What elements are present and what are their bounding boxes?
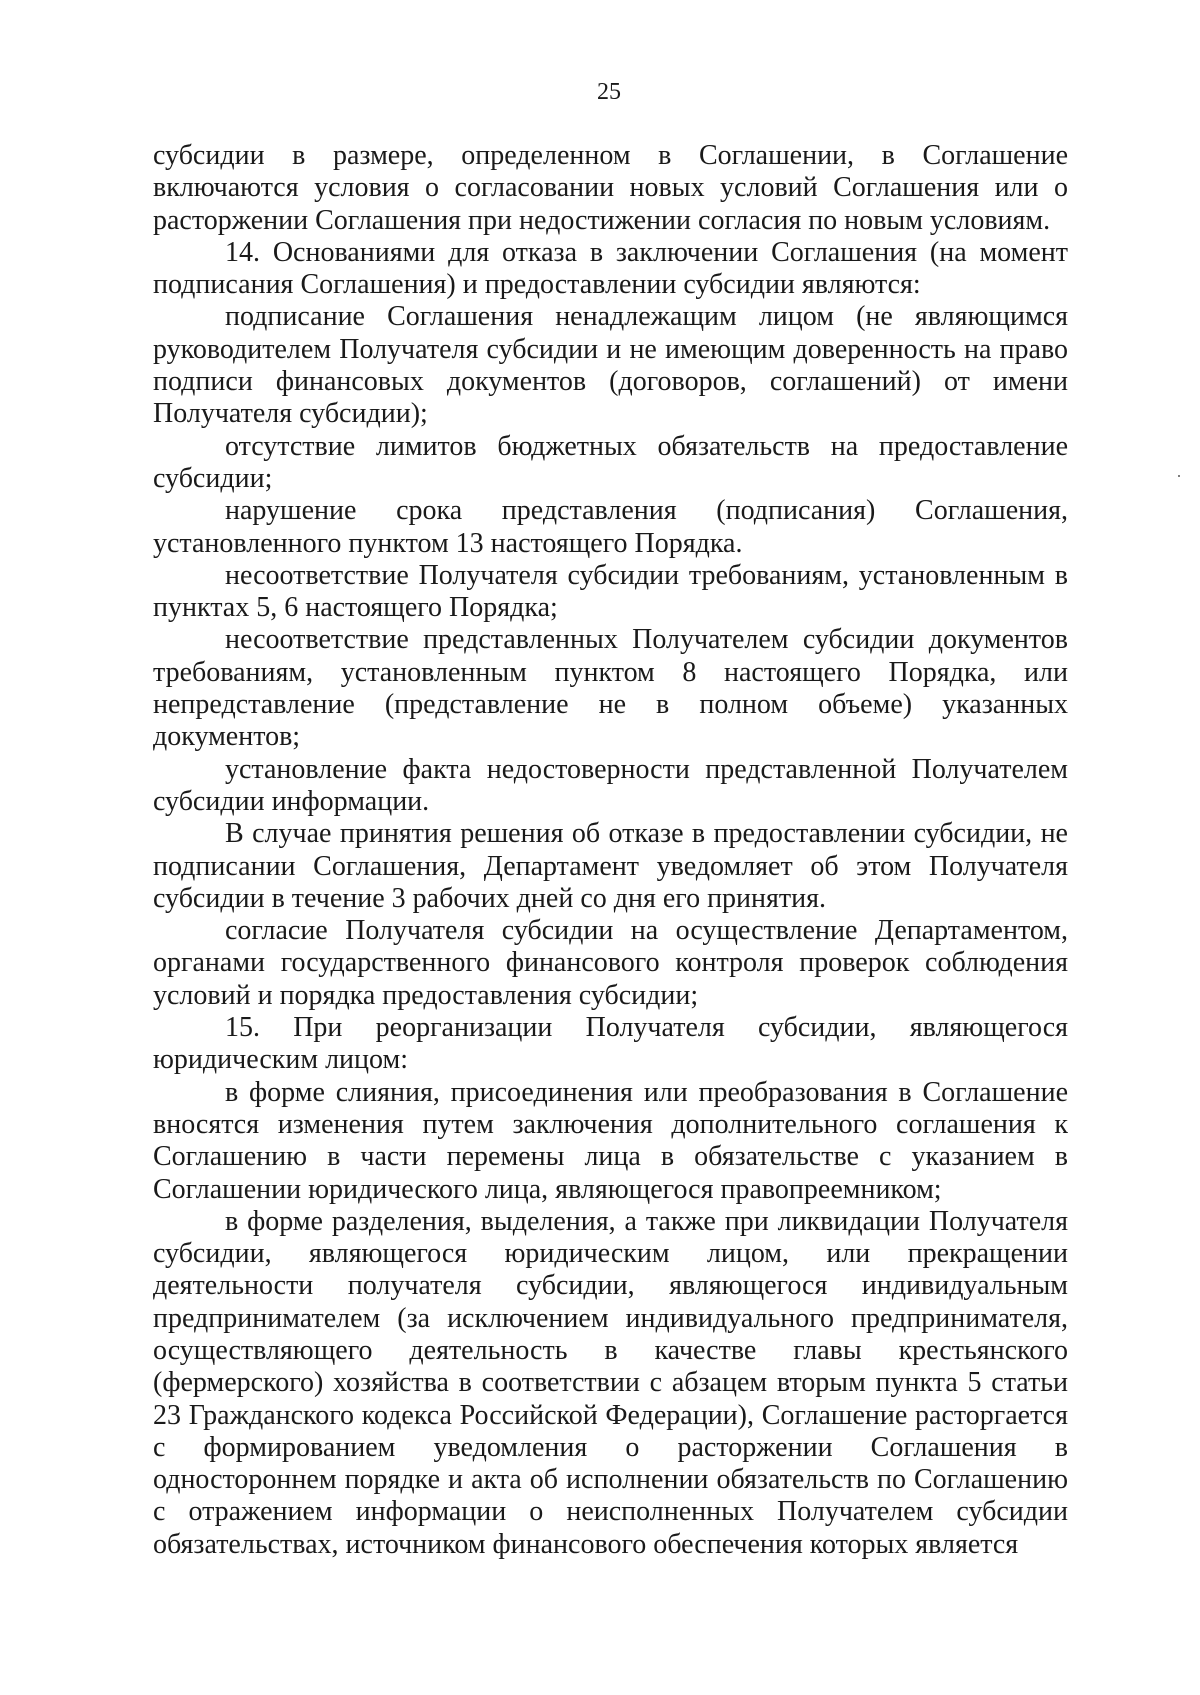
- paragraph-consent-inspections: согласие Получателя субсидии на осуществление Департаментом, органами государственного финансового контроля проверок соблюдения условий и порядка предоставления субсидии;: [153, 915, 1068, 1011]
- paragraph-ground-no-budget-limits: отсутствие лимитов бюджетных обязательств на предоставление субсидии;: [153, 430, 1068, 494]
- scan-speck: [1178, 475, 1180, 477]
- paragraph-ground-requirements-mismatch: несоответствие Получателя субсидии требованиям, установленным в пунктах 5, 6 настоящего Порядка;: [153, 559, 1068, 624]
- paragraph-ground-documents-mismatch: несоответствие представленных Получателем субсидии документов требованиям, установленным пунктом 8 настоящего Порядка, или непредставление (представление не в полном объеме) указанных документов;: [153, 624, 1068, 753]
- document-body: [153, 140, 1068, 1561]
- paragraph-continuation: субсидии в размере, определенном в Соглашении, в Соглашение включаются условия о согласовании новых условий Соглашения или о расторжении Соглашения при недостижении согласия по новым условиям.: [153, 140, 1068, 236]
- paragraph-ground-improper-signatory: подписание Соглашения ненадлежащим лицом (не являющимся руководителем Получателя субсидии и не имеющим доверенность на право подписи финансовых документов (договоров, соглашений) от имени Получателя субсидии);: [153, 301, 1068, 430]
- paragraph-clause-15: 15. При реорганизации Получателя субсидии, являющегося юридическим лицом:: [153, 1012, 1068, 1076]
- paragraph-ground-deadline-violation: нарушение срока представления (подписания) Соглашения, установленного пунктом 13 настоящего Порядка.: [153, 495, 1068, 559]
- paragraph-ground-false-information: установление факта недостоверности представленной Получателем субсидии информации.: [153, 753, 1068, 817]
- paragraph-merger-amendment: в форме слияния, присоединения или преобразования в Соглашение вносятся изменения путем заключения дополнительного соглашения к Соглашению в части перемены лица в обязательстве с указанием в Соглашении юридического лица, являющегося правопреемником;: [153, 1076, 1068, 1205]
- paragraph-division-termination: в форме разделения, выделения, а также при ликвидации Получателя субсидии, являющегося юридическим лицом, или прекращении деятельности получателя субсидии, являющегося индивидуальным предпринимателем (за исключением индивидуального предпринимателя, осуществляющего деятельность в качестве главы крестьянского (фермерского) хозяйства в соответствии с абзацем вторым пункта 5 статьи 23 Гражданского кодекса Российской Федерации), Соглашение расторгается с формированием уведомления о расторжении Соглашения в одностороннем порядке и акта об исполнении обязательств по Соглашению с отражением информации о неисполненных Получателем субсидии обязательствах, источником финансового обеспечения которых является: [153, 1205, 1068, 1560]
- page-number: 25: [597, 79, 621, 105]
- paragraph-refusal-notification: В случае принятия решения об отказе в предоставлении субсидии, не подписании Соглашения, Департамент уведомляет об этом Получателя субсидии в течение 3 рабочих дней со дня его принятия.: [153, 818, 1068, 914]
- paragraph-clause-14: 14. Основаниями для отказа в заключении Соглашения (на момент подписания Соглашения) и предоставлении субсидии являются:: [153, 236, 1068, 301]
